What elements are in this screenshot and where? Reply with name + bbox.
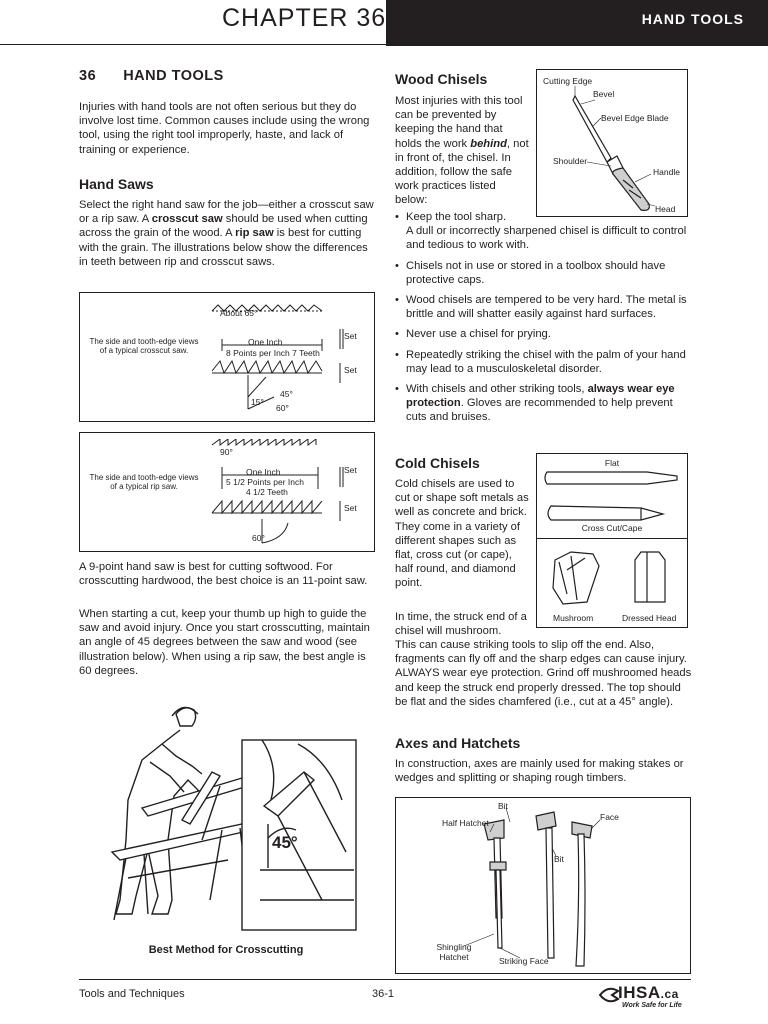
crosscut-label-45: 45° — [280, 389, 293, 399]
bullet-eye-text-1: With chisels and other striking tools, — [406, 383, 588, 396]
cold-label-cross-cut: Cross Cut/Cape — [581, 523, 643, 533]
hand-saws-heading: Hand Saws — [79, 176, 154, 192]
axe-label-bit-mid: Bit — [554, 854, 564, 864]
crosscutting-caption: Best Method for Crosscutting — [148, 944, 304, 956]
bullet-eye-text-2: . Gloves are recommended to help prevent cuts and bruises. — [406, 397, 673, 424]
section-number: 36 — [79, 68, 97, 84]
nine-point-paragraph: A 9-point hand saw is best for cutting softwood. For crosscutting hardwood, the best choice is an 11-point saw. — [79, 561, 368, 588]
bullet-item: • Never use a chisel for prying. — [395, 327, 695, 341]
bullet-eye-bold: always wear eye protection — [406, 383, 675, 410]
rip-label-60: 60° — [252, 533, 265, 543]
wood-chisel-figure — [536, 69, 688, 217]
crosscut-label-inch: One Inch — [248, 337, 283, 347]
intro-paragraph: Injuries with hand tools are not often serious but they do involve lost time. Common causes include using the wrong tool, using the right tool improperly, haste, and lack of training or experience. — [79, 101, 370, 156]
logo-suffix: .ca — [660, 987, 679, 1001]
cold-chisels-paragraph: Cold chisels are used to cut or shape soft metals as well as concrete and brick. They come in a variety of different shapes such as flat, cross cut (or cape), half round, and diamond point. — [395, 478, 529, 590]
hs-bold-rip: rip saw — [235, 227, 274, 240]
cold-chisel-drawing — [537, 454, 687, 627]
hs-text-2: should be used when cutting across the grain of the wood. A — [79, 213, 368, 240]
rip-caption: The side and tooth-edge views of a typical rip saw. — [89, 473, 199, 491]
axe-label-face: Face — [600, 812, 619, 822]
header-band — [386, 0, 768, 46]
axe-label-bit-top: Bit — [498, 801, 508, 811]
axes-paragraph: In construction, axes are mainly used for making stakes or wedges and splitting or shaping rough timbers. — [395, 758, 684, 785]
bullet-item — [395, 382, 695, 425]
starting-cut-paragraph: When starting a cut, keep your thumb up high to guide the saw and avoid injury. Once you start crosscutting, maintain an angle of 45 degrees between the saw and wood (see illustration below). When using a rip saw, the best angle is 60 degrees. — [79, 608, 370, 677]
chisel-label-bevel: Bevel — [593, 89, 615, 99]
logo-text — [618, 983, 679, 1003]
hand-saws-paragraph — [79, 198, 379, 269]
axe-label-half-hatchet: Half Hatchet — [442, 818, 489, 828]
rip-label-inch: One Inch — [246, 467, 281, 477]
hs-text-3: is best for cutting with the grain. The illustrations below show the differences in teeth between rip and crosscut saws. — [79, 227, 368, 268]
cold-label-flat: Flat — [604, 458, 620, 468]
chisel-label-head: Head — [655, 204, 676, 214]
crosscut-label-points: 8 Points per Inch 7 Teeth — [226, 348, 320, 358]
axes-heading: Axes and Hatchets — [395, 735, 521, 751]
section-title: HAND TOOLS — [123, 68, 224, 84]
cold-chisel-figure — [536, 453, 688, 628]
cold-label-mushroom: Mushroom — [553, 613, 594, 623]
chapter-title: CHAPTER 36 — [222, 4, 387, 32]
cold-chisels-heading: Cold Chisels — [395, 455, 480, 471]
wood-emphasis-behind: behind — [470, 137, 507, 150]
wood-chisels-heading: Wood Chisels — [395, 71, 488, 87]
bullet-item: • Keep the tool sharp. A dull or incorrectly sharpened chisel is difficult to control and tedious to work with. — [395, 210, 695, 253]
crosscut-saw-figure — [79, 292, 375, 422]
axes-figure — [395, 797, 691, 974]
footer-book-title: Tools and Techniques — [79, 988, 185, 1000]
header-rule — [0, 44, 390, 45]
hs-bold-crosscut: crosscut saw — [151, 213, 223, 226]
cold-label-dressed: Dressed Head — [622, 613, 677, 623]
footer-page-number: 36-1 — [372, 988, 395, 1000]
rip-label-set-top: Set — [344, 465, 357, 475]
section-heading — [79, 68, 224, 84]
crosscut-label-set-bot: Set — [344, 365, 357, 375]
bullet-item: • Wood chisels are tempered to be very hard. The metal is brittle and will shatter easily against hard surfaces. — [395, 293, 695, 321]
wood-chisel-bullets — [395, 210, 695, 431]
crosscut-caption: The side and tooth-edge views of a typical crosscut saw. — [89, 337, 199, 355]
mushroom-paragraph-1: In time, the struck end of a chisel will mushroom. — [395, 611, 527, 638]
rip-label-set-bot: Set — [344, 503, 357, 513]
crosscut-label-set-top: Set — [344, 331, 357, 341]
rip-saw-figure — [79, 432, 375, 552]
rip-label-points: 5 1/2 Points per Inch — [226, 477, 304, 487]
axe-label-striking-face: Striking Face — [499, 956, 549, 966]
footer-rule — [79, 979, 691, 980]
logo-name: IHSA — [618, 983, 661, 1002]
wood-text-2: , not in front of, the chisel. In addition, follow the safe work practices listed below: — [395, 137, 529, 207]
chisel-label-handle: Handle — [653, 167, 680, 177]
rip-label-teeth: 4 1/2 Teeth — [246, 487, 288, 497]
crosscut-label-60: 60° — [276, 403, 289, 413]
crosscut-label-15: 15° — [251, 397, 264, 407]
logo-mark-icon — [598, 985, 620, 1003]
bullet-list — [395, 210, 695, 376]
rip-label-90: 90° — [220, 447, 233, 457]
section-tag: HAND TOOLS — [641, 11, 744, 27]
ihsa-logo[interactable] — [598, 983, 692, 1013]
chisel-label-bevel-edge-blade: Bevel Edge Blade — [601, 113, 669, 123]
crosscut-label-about: About 65° — [220, 308, 258, 318]
bullet-item: • Repeatedly striking the chisel with the palm of your hand may lead to a musculoskeletal disorder. — [395, 348, 695, 376]
logo-tagline: Work Safe for Life — [622, 1002, 682, 1009]
mushroom-paragraph-2: This can cause striking tools to slip off the end. Also, fragments can fly off and the sharp edges can cause injury. ALWAYS wear eye protection. Grind off mushroomed heads and keep the struck end properly dressed. The top should be flat and the sides chamfered (i.e., cut at a 45° angle). — [395, 639, 692, 708]
angle-45-label: 45° — [272, 833, 298, 852]
chisel-label-cutting-edge: Cutting Edge — [543, 76, 593, 86]
bullet-list-last — [395, 382, 695, 425]
wood-text-1: Most injuries with this tool can be prevented by keeping the hand that holds the work — [395, 95, 523, 150]
hs-text-1: Select the right hand saw for the job—either a crosscut saw or a rip saw. A — [79, 199, 374, 226]
wood-chisels-paragraph — [395, 94, 531, 208]
crosscutting-illustration — [92, 700, 362, 932]
chisel-label-shoulder: Shoulder — [553, 156, 588, 166]
bullet-item: • Chisels not in use or stored in a toolbox should have protective caps. — [395, 259, 695, 287]
axe-label-shingling: Shingling Hatchet — [436, 942, 472, 962]
